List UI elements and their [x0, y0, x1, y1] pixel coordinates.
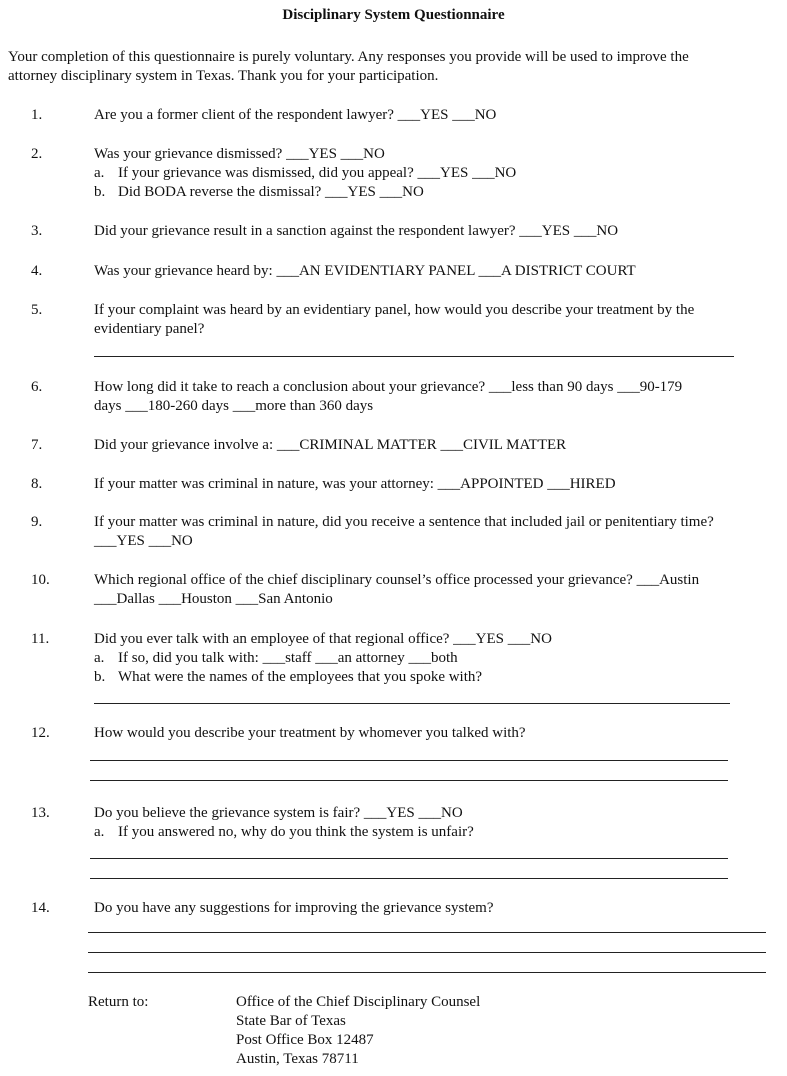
- question-text[interactable]: days ___180-260 days ___more than 360 days: [94, 398, 374, 414]
- question-text[interactable]: ___YES ___NO: [94, 533, 193, 549]
- answer-line[interactable]: [90, 780, 728, 781]
- question-number: 8.: [31, 476, 43, 492]
- return-label: Return to:: [88, 994, 149, 1010]
- question-text[interactable]: Was your grievance dismissed? ___YES ___NO: [94, 146, 385, 162]
- intro-line: attorney disciplinary system in Texas. Thank you for your participation.: [8, 68, 439, 84]
- question-number: 7.: [31, 437, 43, 453]
- question-number: 11.: [31, 631, 50, 647]
- page-title: Disciplinary System Questionnaire: [282, 7, 505, 23]
- sub-question-a[interactable]: a. If your grievance was dismissed, did you appeal? ___YES ___NO: [94, 165, 517, 181]
- sub-question-b: b. What were the names of the employees that you spoke with?: [94, 669, 483, 685]
- question-number: 6.: [31, 379, 43, 395]
- answer-line[interactable]: [88, 952, 766, 953]
- question-text: How would you describe your treatment by whomever you talked with?: [94, 725, 526, 741]
- question-text[interactable]: Did your grievance result in a sanction against the respondent lawyer? ___YES ___NO: [94, 223, 619, 239]
- return-address: [236, 993, 480, 1069]
- answer-line[interactable]: [88, 972, 766, 973]
- question-text[interactable]: Are you a former client of the respondent lawyer? ___YES ___NO: [94, 107, 497, 123]
- question-number: 2.: [31, 146, 43, 162]
- question-text[interactable]: Which regional office of the chief disciplinary counsel’s office processed your grievance? ___Austin: [94, 572, 700, 588]
- question-number: 3.: [31, 223, 43, 239]
- question-text: Do you have any suggestions for improving the grievance system?: [94, 900, 494, 916]
- question-text[interactable]: Do you believe the grievance system is fair? ___YES ___NO: [94, 805, 463, 821]
- question-text[interactable]: Did you ever talk with an employee of that regional office? ___YES ___NO: [94, 631, 552, 647]
- answer-line[interactable]: [90, 878, 728, 879]
- question-text: evidentiary panel?: [94, 321, 205, 337]
- question-text: If your complaint was heard by an evidentiary panel, how would you describe your treatment by the: [94, 302, 695, 318]
- question-number: 9.: [31, 514, 43, 530]
- question-number: 13.: [31, 805, 50, 821]
- question-number: 12.: [31, 725, 50, 741]
- question-text[interactable]: How long did it take to reach a conclusion about your grievance? ___less than 90 days ___90-179: [94, 379, 683, 395]
- question-text[interactable]: ___Dallas ___Houston ___San Antonio: [94, 591, 333, 607]
- answer-line[interactable]: [94, 356, 734, 357]
- answer-line[interactable]: [90, 858, 728, 859]
- question-number: 5.: [31, 302, 43, 318]
- question-text[interactable]: Did your grievance involve a: ___CRIMINAL MATTER ___CIVIL MATTER: [94, 437, 567, 453]
- answer-line[interactable]: [88, 932, 766, 933]
- question-number: 10.: [31, 572, 50, 588]
- sub-question-a: a. If you answered no, why do you think the system is unfair?: [94, 824, 474, 840]
- intro-line: Your completion of this questionnaire is purely voluntary. Any responses you provide will be used to improve the: [8, 49, 689, 65]
- question-number: 4.: [31, 263, 43, 279]
- question-number: 14.: [31, 900, 50, 916]
- sub-question-a[interactable]: a. If so, did you talk with: ___staff ___an attorney ___both: [94, 650, 458, 666]
- sub-question-b[interactable]: b. Did BODA reverse the dismissal? ___YES ___NO: [94, 184, 424, 200]
- question-number: 1.: [31, 107, 43, 123]
- answer-line[interactable]: [90, 760, 728, 761]
- question-text[interactable]: If your matter was criminal in nature, was your attorney: ___APPOINTED ___HIRED: [94, 476, 616, 492]
- address-line: Post Office Box 12487: [236, 1032, 374, 1048]
- question-text[interactable]: Was your grievance heard by: ___AN EVIDENTIARY PANEL ___A DISTRICT COURT: [94, 263, 636, 279]
- intro-paragraph: [8, 48, 778, 86]
- address-line: Office of the Chief Disciplinary Counsel: [236, 994, 481, 1010]
- address-line: State Bar of Texas: [236, 1013, 346, 1029]
- question-text[interactable]: If your matter was criminal in nature, did you receive a sentence that included jail or penitentiary time?: [94, 514, 714, 530]
- address-line: Austin, Texas 78711: [236, 1051, 359, 1067]
- answer-line[interactable]: [94, 703, 730, 704]
